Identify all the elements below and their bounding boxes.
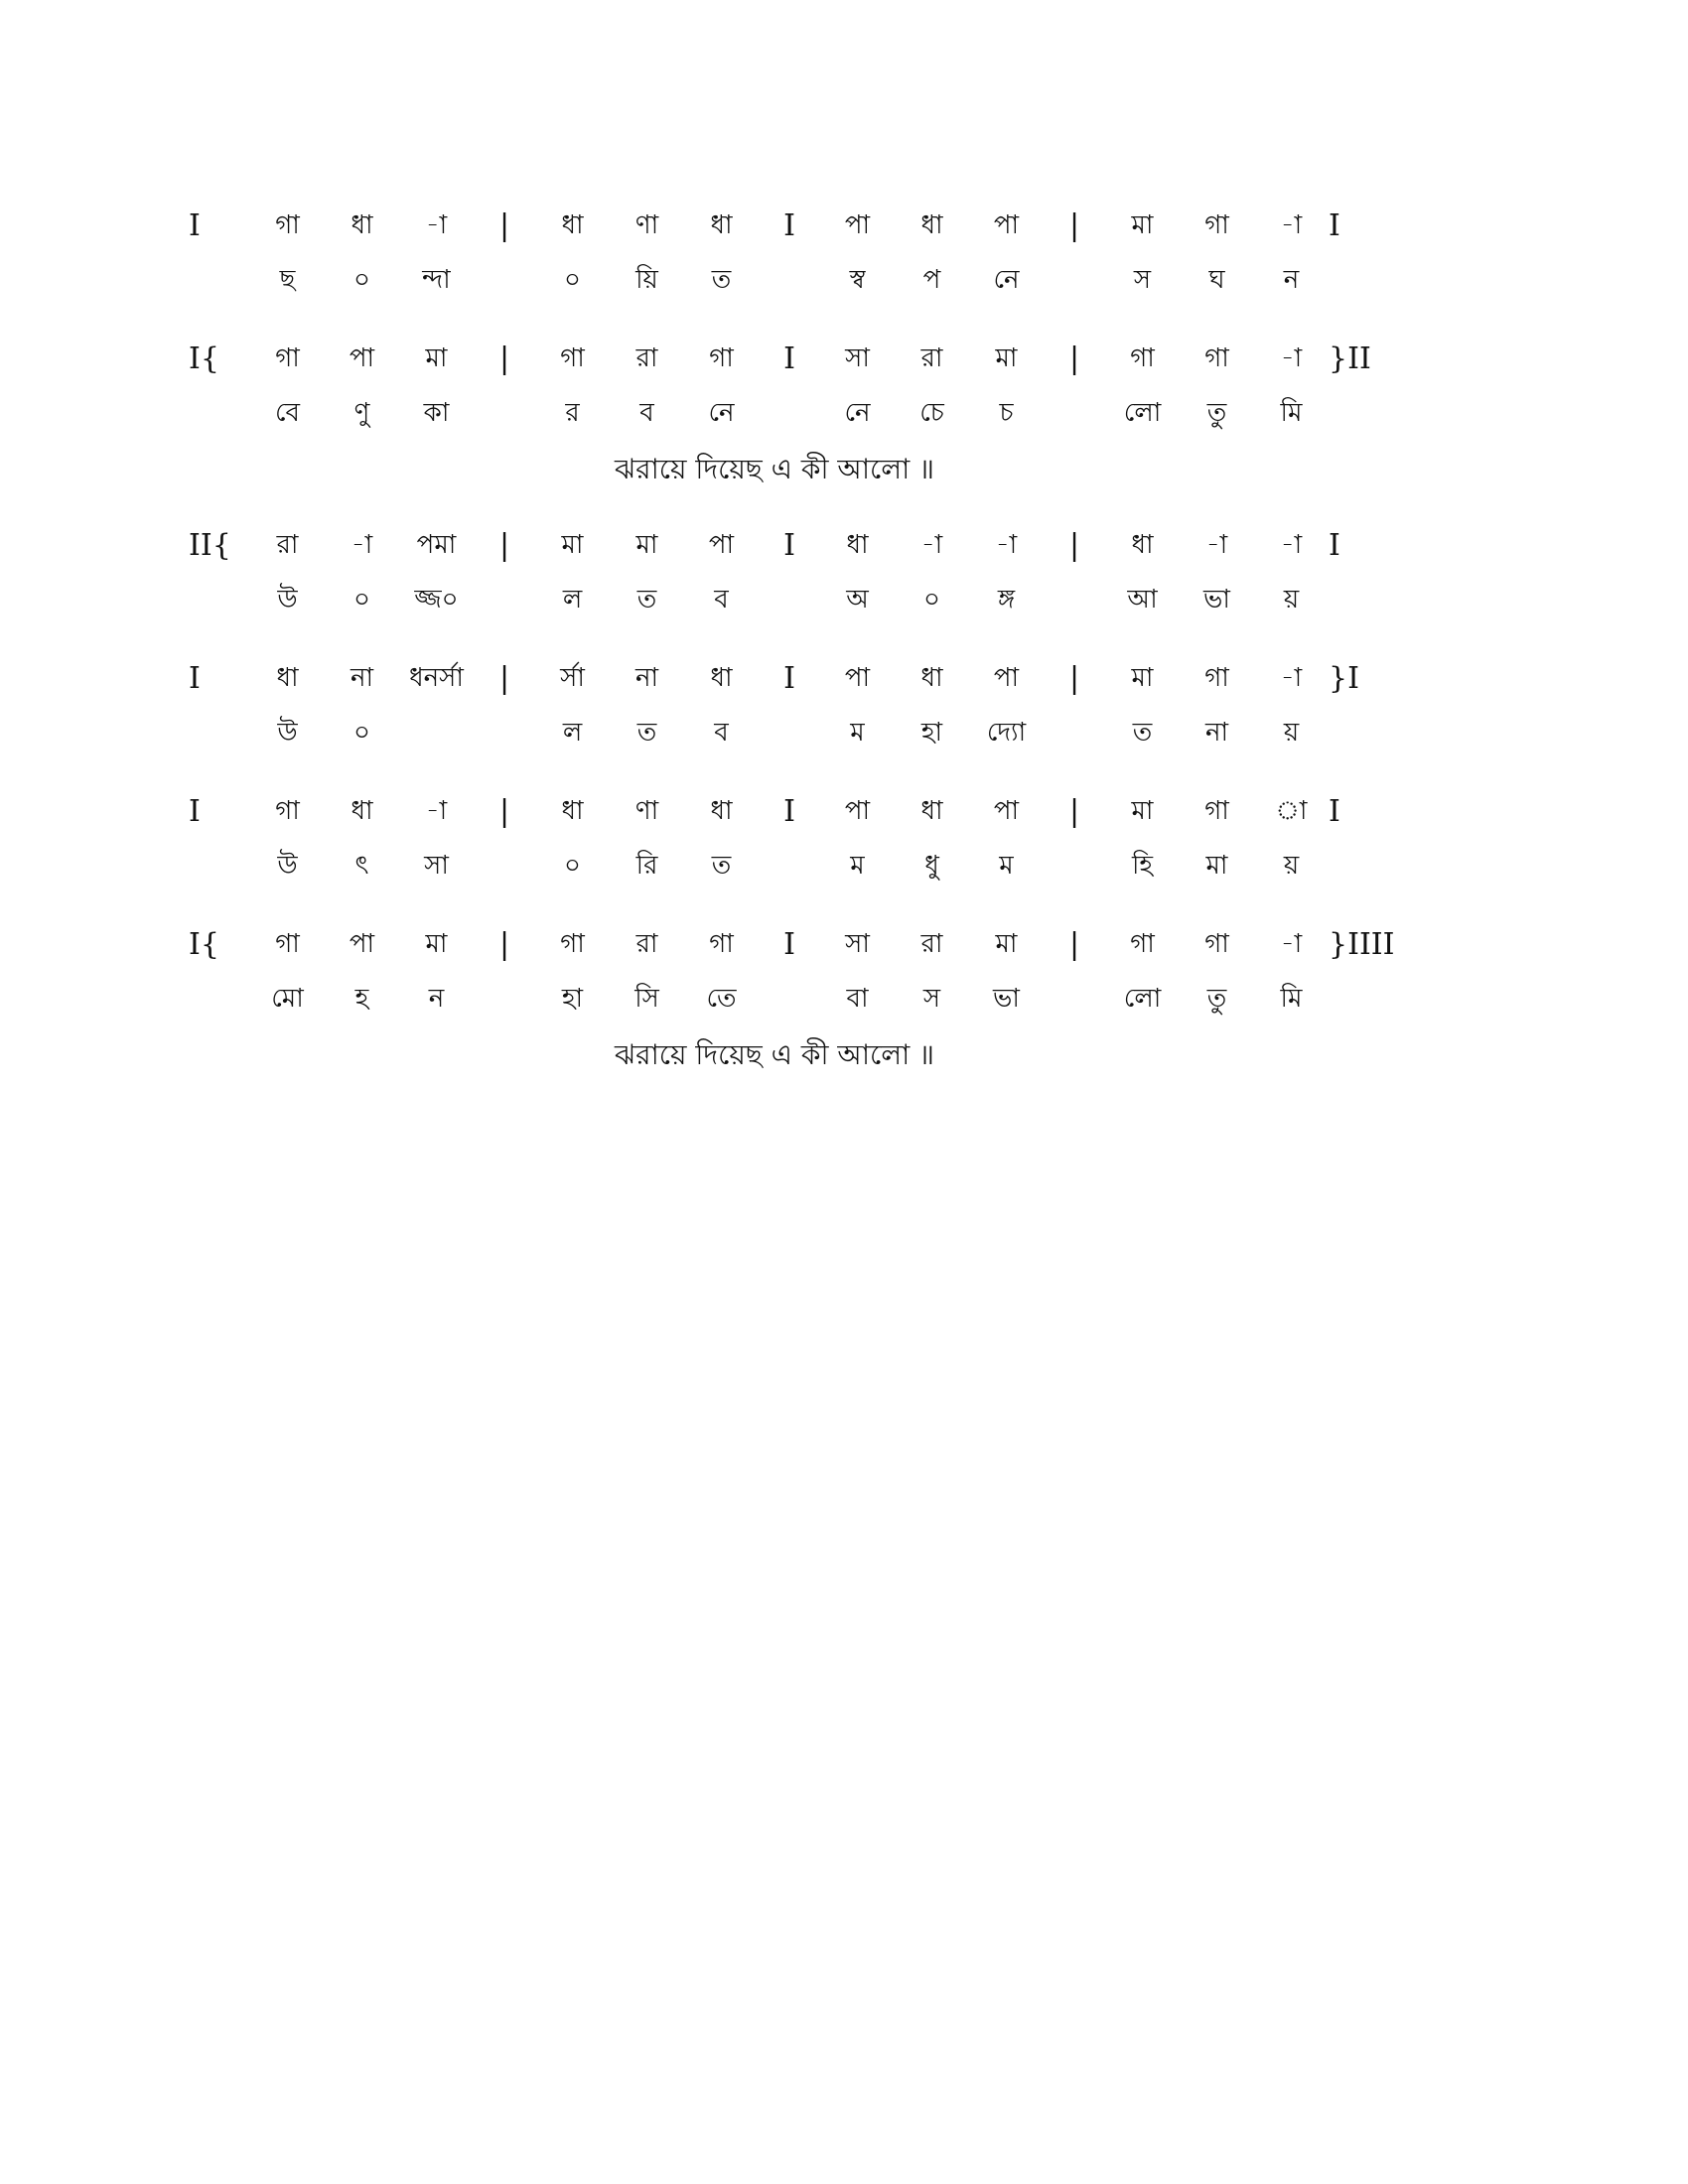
lyric-syllable: ৎ xyxy=(354,850,369,881)
lyric-syllable: ত xyxy=(711,264,732,295)
note: পা xyxy=(349,342,375,373)
bar-mark: | xyxy=(498,661,510,696)
note: গা xyxy=(275,795,300,826)
note: পা xyxy=(349,928,375,959)
lyric-syllable: সি xyxy=(634,983,659,1014)
lyric-syllable: উ xyxy=(277,850,298,881)
note: মা xyxy=(995,342,1018,373)
lyric-syllable: মি xyxy=(1280,397,1303,428)
note: গা xyxy=(1204,795,1229,826)
note: -া xyxy=(1280,928,1303,959)
lyric-syllable: ত xyxy=(1132,717,1153,748)
bar-mark: | xyxy=(498,341,510,376)
bar-mark: | xyxy=(1068,528,1080,563)
note: ধা xyxy=(920,795,943,826)
lyric-syllable: ত xyxy=(711,850,732,881)
lyric-syllable: ঘ xyxy=(1208,264,1225,295)
swara-row xyxy=(189,332,1479,386)
bar-mark: | xyxy=(1068,661,1080,696)
swara-row xyxy=(189,651,1479,706)
lyric-syllable: হ xyxy=(354,983,369,1014)
lyric-syllable: ম xyxy=(850,850,865,881)
note: -া xyxy=(1280,529,1303,560)
note: মা xyxy=(995,928,1018,959)
lyric-syllable: বা xyxy=(846,983,869,1014)
note: গা xyxy=(1130,928,1155,959)
note: রা xyxy=(635,928,658,959)
notation-block xyxy=(189,332,1479,494)
lyric-syllable: লো xyxy=(1123,397,1162,428)
note: মা xyxy=(1131,209,1154,240)
lyric-syllable: ম xyxy=(850,717,865,748)
bar-mark: I xyxy=(1329,208,1340,243)
lyric-row xyxy=(189,972,1479,1026)
lyric-syllable: অ xyxy=(846,584,869,614)
note: গা xyxy=(1204,928,1229,959)
note: -া xyxy=(351,529,373,560)
lyric-syllable: স xyxy=(1133,264,1152,295)
lyric-syllable: ০ xyxy=(353,264,370,295)
bar-mark: I xyxy=(1329,528,1340,563)
note: রা xyxy=(920,342,943,373)
bar-mark: | xyxy=(1068,794,1080,829)
lyric-syllable: নে xyxy=(993,264,1020,295)
lyric-syllable: ব xyxy=(714,717,729,748)
lyric-syllable: ধু xyxy=(924,850,939,881)
note: রা xyxy=(920,928,943,959)
lyric-syllable: ত xyxy=(636,584,657,614)
bar-mark: I xyxy=(783,794,795,829)
note: ধা xyxy=(1131,529,1154,560)
note: রা xyxy=(276,529,299,560)
lyric-syllable: য়ি xyxy=(635,264,658,295)
note: রা xyxy=(635,342,658,373)
bar-mark: II{ xyxy=(189,528,231,563)
note: গা xyxy=(709,342,734,373)
lyric-syllable: তে xyxy=(706,983,737,1014)
lyric-syllable: ০ xyxy=(564,850,581,881)
note: পা xyxy=(993,795,1020,826)
lyric-syllable: স xyxy=(922,983,941,1014)
lyric-syllable: হি xyxy=(1131,850,1154,881)
note: -া xyxy=(425,795,448,826)
note: পা xyxy=(708,529,735,560)
lyric-syllable: ল xyxy=(562,584,583,614)
note: ণা xyxy=(634,209,659,240)
lyric-syllable: জ্জ০ xyxy=(414,584,459,614)
lyric-syllable: য় xyxy=(1283,717,1300,748)
note: -া xyxy=(1205,529,1228,560)
lyric-syllable: কা xyxy=(423,397,450,428)
lyric-syllable: উ xyxy=(277,717,298,748)
bar-mark: I xyxy=(783,341,795,376)
note: ধা xyxy=(846,529,869,560)
bar-mark: | xyxy=(1068,341,1080,376)
lyric-syllable: সা xyxy=(424,850,449,881)
lyric-syllable: তু xyxy=(1206,397,1227,428)
lyric-syllable: চ xyxy=(999,397,1014,428)
refrain-line: ঝরায়ে দিয়েছ এ কী আলো ॥ xyxy=(614,1038,935,1071)
swara-row xyxy=(189,199,1479,253)
lyric-syllable: মা xyxy=(1205,850,1228,881)
note: ধা xyxy=(276,662,299,693)
notation-block xyxy=(189,199,1479,308)
bar-mark: I xyxy=(783,661,795,696)
lyric-syllable: ত xyxy=(636,717,657,748)
lyric-syllable: ন xyxy=(428,983,445,1014)
note: গা xyxy=(560,342,585,373)
note: ধা xyxy=(920,209,943,240)
lyric-syllable: ভা xyxy=(1203,584,1230,614)
note: মা xyxy=(561,529,584,560)
lyric-syllable: ০ xyxy=(564,264,581,295)
lyric-syllable: উ xyxy=(277,584,298,614)
note: গা xyxy=(275,342,300,373)
lyric-syllable: রি xyxy=(635,850,658,881)
bar-mark: | xyxy=(1068,208,1080,243)
note: গা xyxy=(1204,209,1229,240)
lyric-syllable: স্ব xyxy=(849,264,866,295)
bar-mark: I xyxy=(189,661,201,696)
bar-mark: I xyxy=(1329,794,1340,829)
note: -া xyxy=(1280,209,1303,240)
note: না xyxy=(350,662,374,693)
bar-mark: | xyxy=(498,794,510,829)
lyric-syllable: ০ xyxy=(353,584,370,614)
note: গা xyxy=(1130,342,1155,373)
bar-mark: | xyxy=(498,528,510,563)
bar-mark: | xyxy=(498,927,510,962)
note: সা xyxy=(845,342,870,373)
lyric-syllable: বে xyxy=(274,397,301,428)
lyric-row xyxy=(189,253,1479,308)
lyric-syllable: হা xyxy=(561,983,584,1014)
bar-mark: }I xyxy=(1329,661,1359,696)
notation-block xyxy=(189,518,1479,627)
note: ধা xyxy=(351,795,373,826)
note: া xyxy=(1275,795,1308,826)
swara-row xyxy=(189,917,1479,972)
lyric-syllable: ন্দা xyxy=(422,264,451,295)
lyric-row xyxy=(189,573,1479,627)
bar-mark: | xyxy=(1068,927,1080,962)
lyric-syllable: ম xyxy=(999,850,1014,881)
refrain-line: ঝরায়ে দিয়েছ এ কী আলো ॥ xyxy=(614,453,935,485)
note: ধনর্সা xyxy=(409,662,464,693)
note: পমা xyxy=(416,529,457,560)
note: ণা xyxy=(634,795,659,826)
lyric-row xyxy=(189,706,1479,760)
bar-mark: I xyxy=(189,208,201,243)
note: ধা xyxy=(710,209,733,240)
lyric-syllable: না xyxy=(1204,717,1229,748)
note: মা xyxy=(1131,795,1154,826)
lyric-syllable: চে xyxy=(919,397,944,428)
lyric-syllable: প xyxy=(922,264,941,295)
note: -া xyxy=(1280,662,1303,693)
note: পা xyxy=(844,662,871,693)
notation-block xyxy=(189,917,1479,1080)
lyric-syllable: ণু xyxy=(353,397,370,428)
bar-mark: I xyxy=(783,208,795,243)
bar-mark: I{ xyxy=(189,927,219,962)
note: পা xyxy=(993,209,1020,240)
note: -া xyxy=(995,529,1018,560)
note: গা xyxy=(1204,662,1229,693)
note: গা xyxy=(275,928,300,959)
lyric-syllable: র xyxy=(565,397,580,428)
lyric-syllable: দ্যো xyxy=(986,717,1027,748)
note: না xyxy=(634,662,659,693)
note: র্সা xyxy=(560,662,585,693)
note: গা xyxy=(275,209,300,240)
bar-mark: }II xyxy=(1329,341,1371,376)
notation-block xyxy=(189,651,1479,760)
note: গা xyxy=(560,928,585,959)
note: ধা xyxy=(710,662,733,693)
bar-mark: | xyxy=(498,208,510,243)
lyric-syllable: হা xyxy=(920,717,943,748)
swara-row xyxy=(189,784,1479,839)
lyric-syllable: নে xyxy=(844,397,871,428)
lyric-syllable: ল xyxy=(562,717,583,748)
lyric-syllable: মো xyxy=(271,983,304,1014)
lyric-syllable: ঙ্গ xyxy=(997,584,1016,614)
lyric-syllable: য় xyxy=(1283,850,1300,881)
note: গা xyxy=(1204,342,1229,373)
bar-mark: I xyxy=(783,927,795,962)
lyric-syllable: য় xyxy=(1283,584,1300,614)
notation-sheet xyxy=(189,199,1479,1104)
lyric-syllable: ন xyxy=(1283,264,1300,295)
note: পা xyxy=(844,209,871,240)
note: ধা xyxy=(920,662,943,693)
note: ধা xyxy=(561,209,584,240)
swara-row xyxy=(189,518,1479,573)
bar-mark: I xyxy=(189,794,201,829)
note: মা xyxy=(425,342,448,373)
note: ধা xyxy=(710,795,733,826)
lyric-syllable: মি xyxy=(1280,983,1303,1014)
note: পা xyxy=(844,795,871,826)
note: পা xyxy=(993,662,1020,693)
lyric-syllable: লো xyxy=(1123,983,1162,1014)
lyric-syllable: তু xyxy=(1206,983,1227,1014)
lyric-syllable: ব xyxy=(714,584,729,614)
lyric-syllable: ছ xyxy=(279,264,296,295)
note: ধা xyxy=(561,795,584,826)
lyric-syllable: ব xyxy=(639,397,654,428)
notation-block xyxy=(189,784,1479,893)
lyric-row xyxy=(189,839,1479,893)
bar-mark: }IIII xyxy=(1329,927,1395,962)
lyric-syllable: আ xyxy=(1127,584,1158,614)
note: মা xyxy=(635,529,658,560)
note: ধা xyxy=(351,209,373,240)
lyric-syllable: ০ xyxy=(353,717,370,748)
note: -া xyxy=(425,209,448,240)
lyric-syllable: নে xyxy=(708,397,735,428)
note: মা xyxy=(1131,662,1154,693)
bar-mark: I xyxy=(783,528,795,563)
lyric-row xyxy=(189,386,1479,441)
note: সা xyxy=(845,928,870,959)
bar-mark: I{ xyxy=(189,341,219,376)
lyric-syllable: ভা xyxy=(993,983,1020,1014)
note: -া xyxy=(1280,342,1303,373)
note: গা xyxy=(709,928,734,959)
note: মা xyxy=(425,928,448,959)
lyric-syllable: ০ xyxy=(923,584,940,614)
note: -া xyxy=(920,529,943,560)
